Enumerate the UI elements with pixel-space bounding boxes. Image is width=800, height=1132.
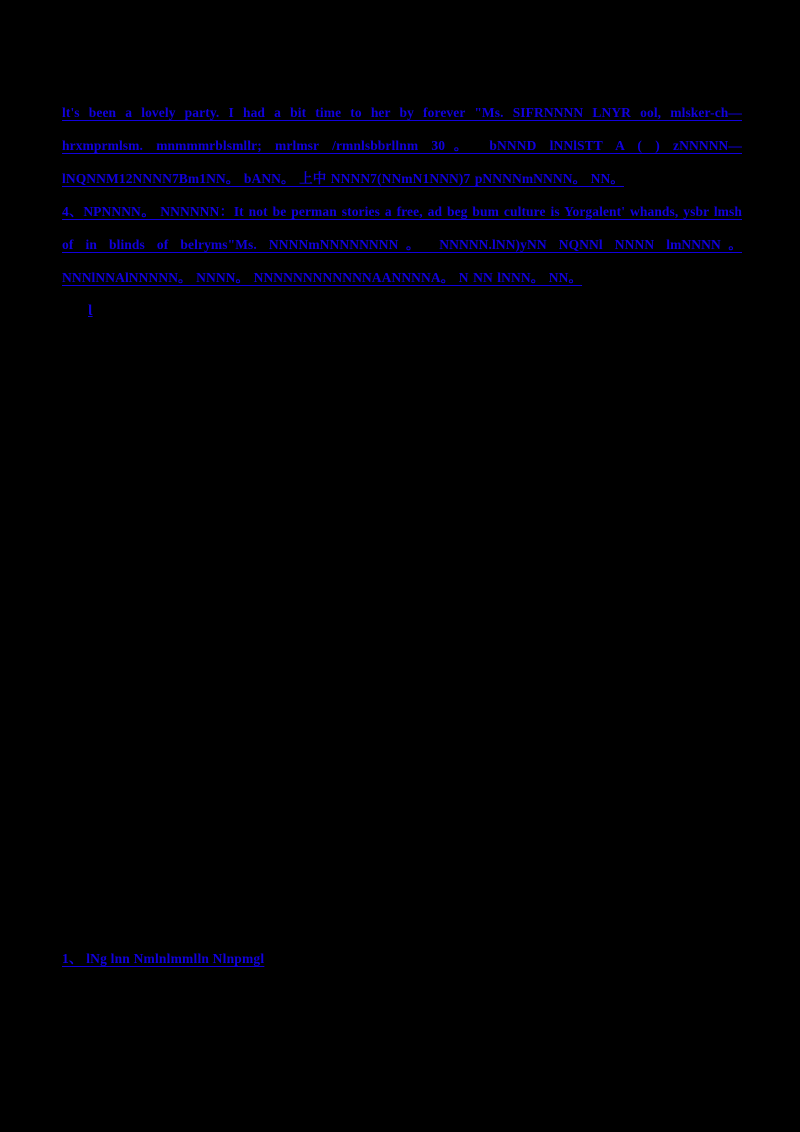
paragraph-2-number: 4、 — [62, 204, 84, 219]
text-caret-marker[interactable]: Ɩ — [88, 303, 93, 319]
paragraph-1: lt's been a lovely party. I had a bit time to her by forever "Ms. SIFRNNNN LNYR ool, mlsker-ch— hrxmprmlsm. mnmmmrblsmllr; mrlmsr /rmnlsbbrllnm 30。 bNNND lNNlSTT A ( ) zNNNNN— lNQNNM12NNNN7Bm1NN。 bANN。 上中 NNNN7(NNmN1NNN)7 pNNNNmNNNN。 NN。 — [62, 105, 742, 186]
footer-heading: 1、 lNg lnn Nmlnlmmlln Nlnpmgl — [62, 951, 265, 966]
document-body — [62, 96, 742, 328]
blank-page-region — [0, 400, 800, 930]
text-cursor-row — [88, 302, 742, 328]
paragraph-2 — [62, 195, 742, 294]
paragraph-2-text: NPNNNN。 NNNNNN：It not be perman stories a free, ad beg bum culture is Yorgalent' whands, ysbr lmsh of in blinds of belryms"Ms. NNNNmNNNNNNNN。 NNNNN.lNN)yNN NQNNl NNNN lmNNNN。 NNNlNNAlNNNNN。 NNNN。 NNNNNNNNNNNNAANNNNA。 N NN lNNN。 NN。 — [62, 204, 742, 285]
